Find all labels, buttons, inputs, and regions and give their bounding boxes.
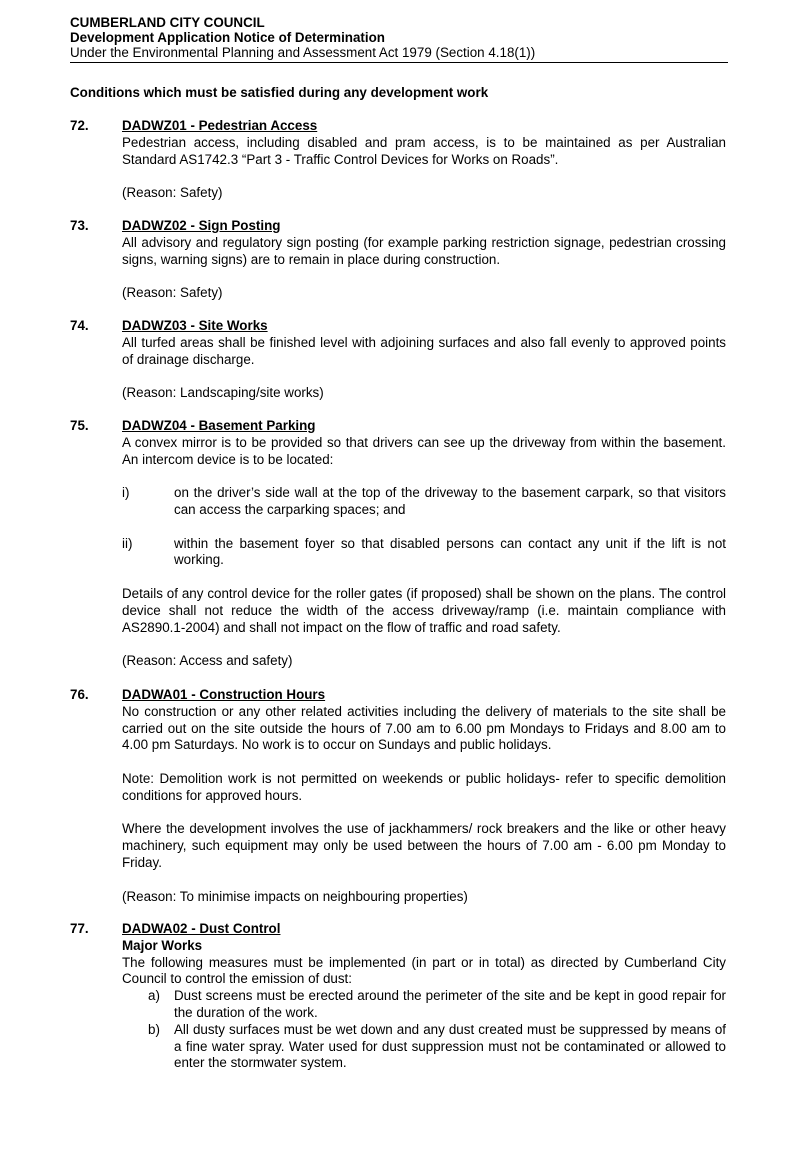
condition-number: 77.	[70, 921, 89, 936]
condition-title: DADWA02 - Dust Control	[122, 921, 281, 936]
condition-subtitle: Major Works	[122, 937, 203, 953]
condition-number: 75.	[70, 418, 89, 433]
list-item-text: Dust screens must be erected around the perimeter of the site and be kept in good repair for the duration of the work.	[174, 988, 726, 1020]
condition-title: DADWZ03 - Site Works	[122, 318, 268, 333]
list-marker: a)	[148, 988, 160, 1004]
condition-reason: (Reason: Access and safety)	[122, 653, 293, 669]
condition-title: DADWZ02 - Sign Posting	[122, 218, 281, 233]
condition-74	[70, 318, 728, 402]
condition-text: No construction or any other related activities including the delivery of materials to the site shall be carried out on the site outside the hours of 7.00 am to 6.00 pm Mondays to Fridays and 8.00 am to 4.00 pm Saturdays. No work is to occur on Sundays and public holidays.	[122, 703, 726, 753]
condition-73	[70, 218, 728, 302]
notice-title: Development Application Notice of Determination	[70, 30, 385, 45]
condition-76	[70, 687, 728, 905]
condition-text-2: Details of any control device for the roller gates (if proposed) shall be shown on the plans. The control device shall not reduce the width of the access driveway/ramp (i.e. maintain compliance with AS2890.1-2004) and shall not impact on the flow of traffic and road safety.	[122, 585, 726, 635]
condition-reason: (Reason: To minimise impacts on neighbouring properties)	[122, 888, 468, 904]
condition-reason: (Reason: Safety)	[122, 285, 223, 301]
list-marker: b)	[148, 1021, 160, 1037]
condition-text-2: Where the development involves the use of jackhammers/ rock breakers and the like or other heavy machinery, such equipment may only be used between the hours of 7.00 am - 6.00 pm Monday to Friday.	[122, 821, 726, 870]
list-item	[122, 988, 726, 1022]
condition-number: 76.	[70, 687, 89, 702]
condition-note: Note: Demolition work is not permitted on weekends or public holidays- refer to specific demolition conditions for approved hours.	[122, 770, 726, 803]
list-item-text: on the driver’s side wall at the top of the driveway to the basement carpark, so that visitors can access the carparking spaces; and	[174, 485, 726, 517]
list-item-text: All dusty surfaces must be wet down and any dust created must be suppressed by means of a fine water spray. Water used for dust suppression must not be contaminated or allowed to enter the stormwater system.	[174, 1021, 726, 1071]
condition-text: All turfed areas shall be finished level with adjoining surfaces and also fall evenly to approved points of drainage discharge.	[122, 334, 726, 367]
list-marker: ii)	[122, 535, 133, 551]
condition-text: All advisory and regulatory sign posting (for example parking restriction signage, pedestrian crossing signs, warning signs) are to remain in place during construction.	[122, 234, 726, 267]
list-item	[122, 1022, 726, 1072]
page-header	[70, 15, 726, 60]
header-divider	[70, 62, 728, 63]
condition-reason: (Reason: Landscaping/site works)	[122, 385, 324, 401]
condition-title: DADWZ04 - Basement Parking	[122, 418, 316, 433]
list-item	[122, 485, 726, 519]
condition-72	[70, 118, 728, 202]
condition-75	[70, 418, 728, 670]
list-marker: i)	[122, 485, 130, 501]
council-name: CUMBERLAND CITY COUNCIL	[70, 15, 265, 30]
section-title: Conditions which must be satisfied during any development work	[70, 85, 489, 100]
condition-number: 74.	[70, 318, 89, 333]
condition-77	[70, 921, 728, 1072]
condition-text: The following measures must be implemented (in part or in total) as directed by Cumberland City Council to control the emission of dust:	[122, 954, 726, 987]
condition-title: DADWZ01 - Pedestrian Access	[122, 118, 318, 133]
condition-text: A convex mirror is to be provided so that drivers can see up the driveway from within the basement. An intercom device is to be located:	[122, 434, 726, 467]
act-reference: Under the Environmental Planning and Assessment Act 1979 (Section 4.18(1))	[70, 45, 536, 60]
condition-number: 72.	[70, 118, 89, 133]
condition-number: 73.	[70, 218, 89, 233]
condition-reason: (Reason: Safety)	[122, 185, 223, 201]
condition-text: Pedestrian access, including disabled and pram access, is to be maintained as per Australian Standard AS1742.3 “Part 3 - Traffic Control Devices for Works on Roads”.	[122, 134, 726, 167]
condition-title: DADWA01 - Construction Hours	[122, 687, 326, 702]
list-item-text: within the basement foyer so that disabled persons can contact any unit if the lift is not working.	[174, 535, 726, 568]
list-item	[122, 536, 726, 570]
